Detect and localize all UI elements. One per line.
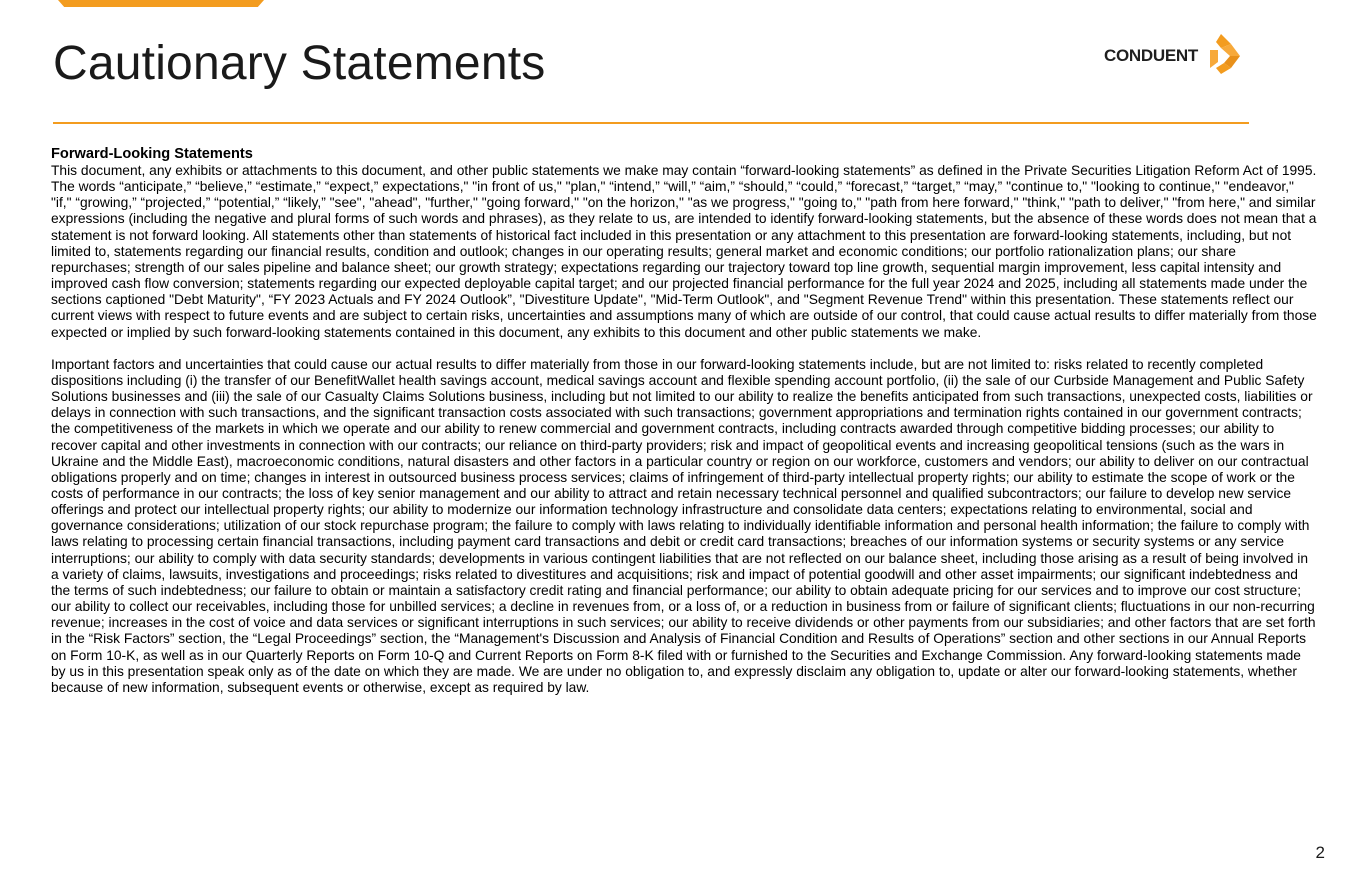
conduent-logo bbox=[1104, 34, 1244, 74]
conduent-logo-icon bbox=[1204, 34, 1244, 74]
paragraph-risk-factors: Important factors and uncertainties that could cause our actual results to differ materially from those in our forward-looking statements include, but are not limited to: risks related to recently completed dispositions including (i) the transfer of our BenefitWallet health savings account, medical savings account and flexible spending account portfolio, (ii) the sale of our Curbside Management and Public Safety Solutions businesses and (iii) the sale of our Casualty Claims Solutions business, including but not limited to our ability to realize the benefits anticipated from such transactions, unexpected costs, liabilities or delays in connection with such transactions, and the significant transaction costs associated with such transactions; government appropriations and termination rights contained in our government contracts; the competitiveness of the markets in which we operate and our ability to renew commercial and government contracts, including contracts awarded through competitive bidding processes; our ability to recover capital and other investments in connection with our contracts; our reliance on third-party providers; risk and impact of geopolitical events and increasing geopolitical tensions (such as the wars in Ukraine and the Middle East), macroeconomic conditions, natural disasters and other factors in a particular country or region on our workforce, customers and vendors; our ability to deliver on our contractual obligations properly and on time; changes in interest in outsourced business process services; claims of infringement of third-party intellectual property rights; our ability to estimate the scope of work or the costs of performance in our contracts; the loss of key senior management and our ability to attract and retain necessary technical personnel and qualified subcontractors; our failure to develop new service offerings and protect our intellectual property rights; our ability to modernize our information technology infrastructure and consolidate data centers; expectations relating to environmental, social and governance considerations; utilization of our stock repurchase program; the failure to comply with laws relating to individually identifiable information and personal health information; the failure to comply with laws relating to processing certain financial transactions, including payment card transactions and debit or credit card transactions; breaches of our information systems or security systems or any service interruptions; our ability to comply with data security standards; developments in various contingent liabilities that are not reflected on our balance sheet, including those arising as a result of being involved in a variety of claims, lawsuits, investigations and proceedings; risks related to divestitures and acquisitions; risk and impact of potential goodwill and other asset impairments; our significant indebtedness and the terms of such indebtedness; our failure to obtain or maintain a satisfactory credit rating and financial performance; our ability to obtain adequate pricing for our services and to improve our cost structure; our ability to collect our receivables, including those for unbilled services; a decline in revenues from, or a loss of, or a reduction in business from or failure of significant clients; fluctuations in our non-recurring revenue; increases in the cost of voice and data services or significant interruptions in such services; our ability to receive dividends or other payments from our subsidiaries; and other factors that are set forth in the “Risk Factors” section, the “Legal Proceedings” section, the “Management's Discussion and Analysis of Financial Condition and Results of Operations” section and other sections in our Annual Reports on Form 10-K, as well as in our Quarterly Reports on Form 10-Q and Current Reports on Form 8-K filed with or furnished to the Securities and Exchange Commission. Any forward-looking statements made by us in this presentation speak only as of the date on which they are made. We are under no obligation to, and expressly disclaim any obligation to, update or alter our forward-looking statements, whether because of new information, subsequent events or otherwise, except as required by law. bbox=[51, 356, 1316, 695]
logo-wordmark: CONDUENT bbox=[1104, 45, 1198, 65]
content-body bbox=[51, 146, 1317, 696]
paragraph-forward-looking: This document, any exhibits or attachments to this document, and other public statements we make may contain “forward-looking statements” as defined in the Private Securities Litigation Reform Act of 1995. The words “anticipate,” “believe,” “estimate,” “expect,” expectations," "in front of us," "plan," “intend,” “will,” “aim,” “should,” “could,” “forecast,” “target,” “may,” "continue to," "looking to continue," "endeavor," "if," “growing,” “projected,” “potential,” “likely,” "see", "ahead", "further," "going forward," "on the horizon," "as we progress," "going to," "path from here forward," "think," "path to deliver," "from here," and similar expressions (including the negative and plural forms of such words and phrases), as they relate to us, are intended to identify forward-looking statements, but the absence of these words does not mean that a statement is not forward looking. All statements other than statements of historical fact included in this presentation or any attachment to this presentation are forward-looking statements, including, but not limited to, statements regarding our financial results, condition and outlook; changes in our operating results; general market and economic conditions; our portfolio rationalization plans; our share repurchases; strength of our sales pipeline and balance sheet; our growth strategy; expectations regarding our trajectory toward top line growth, sequential margin improvement, less capital intensity and improved cash flow conversion; statements regarding our expected deployable capital target; and our projected financial performance for the full year 2024 and 2025, including all statements made under the sections captioned "Debt Maturity", “FY 2023 Actuals and FY 2024 Outlook”, "Divestiture Update", "Mid-Term Outlook", and "Segment Revenue Trend" within this presentation. These statements reflect our current views with respect to future events and are subject to certain risks, uncertainties and assumptions many of which are outside of our control, that could cause actual results to differ materially from those expected or implied by such forward-looking statements contained in this document, any exhibits to this document and other public statements we make. bbox=[51, 163, 1317, 340]
page-title: Cautionary Statements bbox=[53, 37, 546, 90]
page-number: 2 bbox=[1315, 843, 1325, 862]
section-heading: Forward-Looking Statements bbox=[51, 146, 253, 162]
top-accent-bar bbox=[58, 0, 264, 7]
title-divider bbox=[53, 122, 1249, 124]
